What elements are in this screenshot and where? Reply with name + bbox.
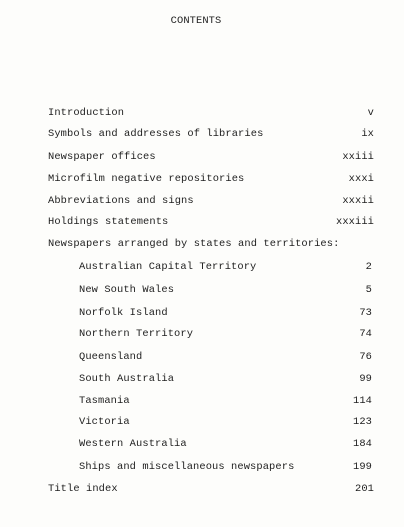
toc-entry-label: Ships and miscellaneous newspapers [79,461,295,473]
toc-entry-page: 76 [359,351,372,363]
toc-entry-title-index [48,482,374,496]
toc-entry-label: Symbols and addresses of libraries [48,128,264,140]
toc-entry-label: Holdings statements [48,216,169,228]
toc-entry-page: 199 [352,461,372,473]
toc-entry-page: 99 [359,373,372,385]
toc-entry-label: Northern Territory [79,328,194,340]
toc-entry-label: South Australia [79,373,175,385]
toc-entry-page: 74 [359,328,372,340]
toc-section-heading [48,237,374,251]
toc-entry-introduction [48,106,374,120]
toc-entry-label: Introduction [48,107,125,119]
toc-entry-page: 201 [354,483,374,495]
toc-entry-label: Victoria [79,416,130,428]
toc-entry-label: Tasmania [79,395,130,407]
toc-entry-page: xxxiii [335,216,374,228]
toc-entry-nsw [79,283,372,297]
toc-entry-page: 2 [365,261,372,273]
toc-entry-page: xxxii [342,195,374,207]
toc-entry-symbols [48,127,374,141]
toc-entry-label: Newspaper offices [48,151,156,163]
toc-entry-page: v [367,107,374,119]
toc-entry-page: 73 [359,307,372,319]
toc-entry-label: Norfolk Island [79,307,168,319]
toc-entry-microfilm [48,172,374,186]
toc-entry-label: Western Australia [79,438,187,450]
toc-entry-label: Abbreviations and signs [48,195,194,207]
toc-entry-northern-territory [79,327,372,341]
toc-entry-abbreviations [48,194,374,208]
toc-entry-label: Queensland [79,351,143,363]
toc-entry-label: Microfilm negative repositories [48,173,245,185]
toc-entry-holdings [48,215,374,229]
toc-entry-label: Australian Capital Territory [79,261,257,273]
toc-entry-page: ix [361,128,374,140]
toc-entry-page: 123 [352,416,372,428]
toc-entry-ships [79,460,372,474]
toc-entry-south-australia [79,372,372,386]
toc-entry-page: 184 [352,438,372,450]
toc-entry-label: New South Wales [79,284,175,296]
toc-entry-newspaper-offices [48,150,374,164]
toc-entry-label: Title index [48,483,118,495]
toc-entry-tasmania [79,394,372,408]
toc-entry-label: Newspapers arranged by states and territories: [48,238,340,250]
toc-entry-western-australia [79,437,372,451]
toc-entry-page: xxiii [342,151,374,163]
toc-entry-page: xxxi [348,173,374,185]
toc-entry-victoria [79,415,372,429]
toc-entry-act [79,260,372,274]
toc-entry-page: 114 [352,395,372,407]
toc-entry-queensland [79,350,372,364]
toc-entry-page: 5 [365,284,372,296]
toc-entry-norfolk-island [79,306,372,320]
contents-heading: CONTENTS [170,15,222,27]
